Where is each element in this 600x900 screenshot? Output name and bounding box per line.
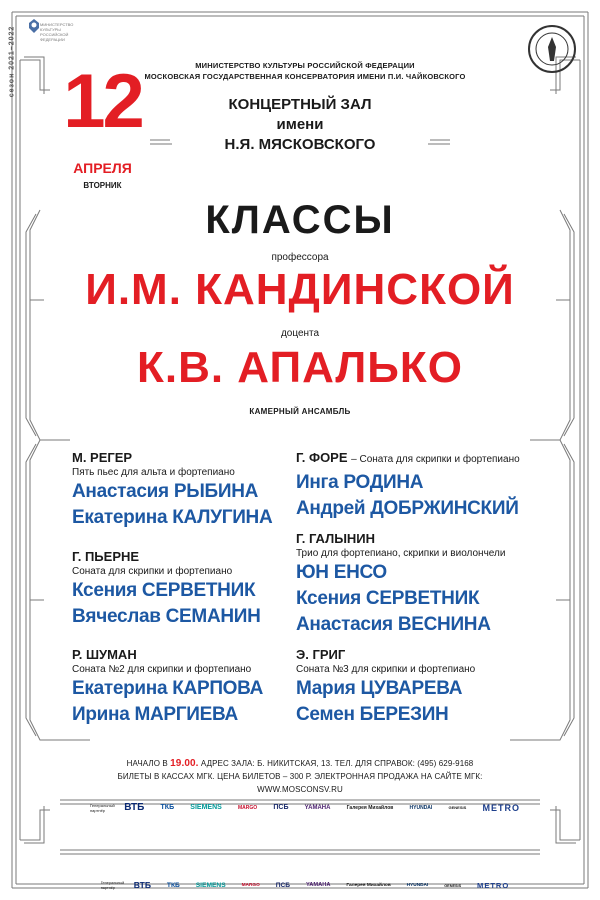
composer-name: Р. ШУМАН	[72, 647, 137, 662]
program-item	[72, 450, 332, 531]
work-title: Пять пьес для альта и фортепиано	[72, 467, 235, 478]
sponsor-logo: ТКБ	[166, 881, 180, 889]
sponsor-logo: ТКБ	[160, 804, 175, 811]
sponsor-row	[90, 802, 520, 813]
work-title: – Соната для скрипки и фортепиано	[351, 454, 520, 465]
performer-name: Мария ЦУВАРЕВА	[296, 678, 463, 699]
sponsor-logo: YAMAHA	[305, 882, 331, 888]
program-item	[296, 531, 556, 638]
date-weekday: ВТОРНИК	[83, 181, 122, 190]
docent-name: К.В. АПАЛЬКО	[136, 343, 463, 392]
composer-line	[296, 450, 556, 468]
date-month: АПРЕЛЯ	[73, 160, 132, 176]
program-item	[296, 647, 556, 728]
program-item	[296, 450, 556, 522]
composer-name: Г. ФОРЕ	[296, 450, 348, 465]
composer-name: М. РЕГЕР	[72, 450, 133, 465]
performer-name: Екатерина КАЛУГИНА	[72, 507, 273, 528]
date-day: 12	[63, 59, 142, 144]
sponsor-logo: GENESIS	[444, 882, 462, 888]
sponsor-logo: YAMAHA	[304, 804, 331, 811]
concert-hall	[195, 95, 405, 155]
performer-name: Инга РОДИНА	[296, 472, 424, 493]
program-item	[72, 647, 332, 728]
performer-name: Ксения СЕРВЕТНИК	[296, 588, 480, 609]
ministry-emblem-caption: МИНИСТЕРСТВО КУЛЬТУРЫ РОССИЙСКОЙ ФЕДЕРАЦИИ	[40, 22, 74, 42]
sponsor-logo: HYUNDAI	[406, 882, 429, 888]
hall-line-3: Н.Я. МЯСКОВСКОГО	[224, 136, 376, 153]
professor-label: профессора	[271, 252, 329, 263]
sponsor-logo: METRO	[477, 880, 510, 890]
season-label: сезон 2021–2022	[8, 25, 16, 98]
sponsor-logo: SIEMENS	[195, 881, 226, 889]
performer-name: Анастасия ВЕСНИНА	[296, 614, 491, 635]
sponsor-logo: ПСБ	[273, 804, 289, 811]
sponsor-logo: Генеральный партнёр	[100, 880, 125, 890]
composer-name: Э. ГРИГ	[296, 647, 346, 662]
performer-name: Ксения СЕРВЕТНИК	[72, 580, 256, 601]
sponsor-logo: GENESIS	[448, 805, 467, 810]
sponsor-logo: HYUNDAI	[409, 804, 433, 811]
sponsor-logo: Галерея Михайлов	[346, 804, 394, 811]
conservatory-logo-icon	[528, 25, 576, 73]
hall-address: АДРЕС ЗАЛА: Б. НИКИТСКАЯ, 13. ТЕЛ. ДЛЯ СПРАВОК: (495) 629-9168	[200, 759, 474, 768]
performer-name: Андрей ДОБРЖИНСКИЙ	[296, 498, 519, 519]
performer-name: ЮН ЕНСО	[296, 562, 387, 583]
start-and-address	[110, 757, 490, 770]
sponsor-logo: Галерея Михайлов	[346, 882, 391, 888]
performer-name: Вячеслав СЕМАНИН	[72, 606, 261, 627]
hall-line-1: КОНЦЕРТНЫЙ ЗАЛ	[228, 96, 372, 113]
work-title: Соната для скрипки и фортепиано	[72, 566, 233, 577]
composer-name: Г. ПЬЕРНЕ	[72, 549, 140, 564]
classes-title: КЛАССЫ	[205, 198, 395, 242]
performer-name: Анастасия РЫБИНА	[72, 481, 259, 502]
docent-label: доцента	[280, 328, 320, 339]
sponsor-logo: ВТБ	[133, 880, 151, 890]
professor-name: И.М. КАНДИНСКОЙ	[85, 265, 515, 314]
ensemble-label: КАМЕРНЫЙ АНСАМБЛЬ	[249, 407, 351, 416]
program-item	[72, 549, 332, 630]
conservatory-name: МОСКОВСКАЯ ГОСУДАРСТВЕННАЯ КОНСЕРВАТОРИЯ ИМЕНИ П.И. ЧАЙКОВСКОГО	[144, 72, 466, 81]
performer-name: Ирина МАРГИЕВА	[72, 704, 238, 725]
hall-line-2: имени	[276, 116, 324, 133]
work-title: Трио для фортепиано, скрипки и виолончели	[296, 548, 506, 559]
sponsor-logo: ПСБ	[275, 881, 291, 889]
work-title: Соната №3 для скрипки и фортепиано	[296, 664, 476, 675]
sponsor-row	[101, 880, 510, 890]
concert-info	[110, 757, 490, 796]
start-time: 19.00.	[170, 758, 199, 769]
start-label: НАЧАЛО В	[126, 759, 168, 768]
performer-name: Екатерина КАРПОВА	[72, 678, 264, 699]
ministry-emblem-icon	[28, 18, 40, 34]
sponsor-logo: ВТБ	[124, 802, 145, 813]
sponsor-logo: Генеральный партнёр	[90, 802, 115, 813]
sponsor-logo: SIEMENS	[190, 804, 222, 811]
organizer-header	[140, 60, 470, 82]
composer-name: Г. ГАЛЫНИН	[296, 531, 376, 546]
sponsor-logo: MARGO	[241, 882, 260, 888]
work-title: Соната №2 для скрипки и фортепиано	[72, 664, 252, 675]
performer-name: Семен БЕРЕЗИН	[296, 704, 449, 725]
sponsor-logo: METRO	[482, 802, 520, 813]
ticket-info: БИЛЕТЫ В КАССАХ МГК. ЦЕНА БИЛЕТОВ – 300 Р. ЭЛЕКТРОННАЯ ПРОДАЖА НА САЙТЕ МГК: WWW.MOSCONSV.RU	[117, 772, 483, 794]
ministry-name: МИНИСТЕРСТВО КУЛЬТУРЫ РОССИЙСКОЙ ФЕДЕРАЦИИ	[195, 61, 415, 70]
sponsor-logo: MARGO	[238, 804, 258, 811]
